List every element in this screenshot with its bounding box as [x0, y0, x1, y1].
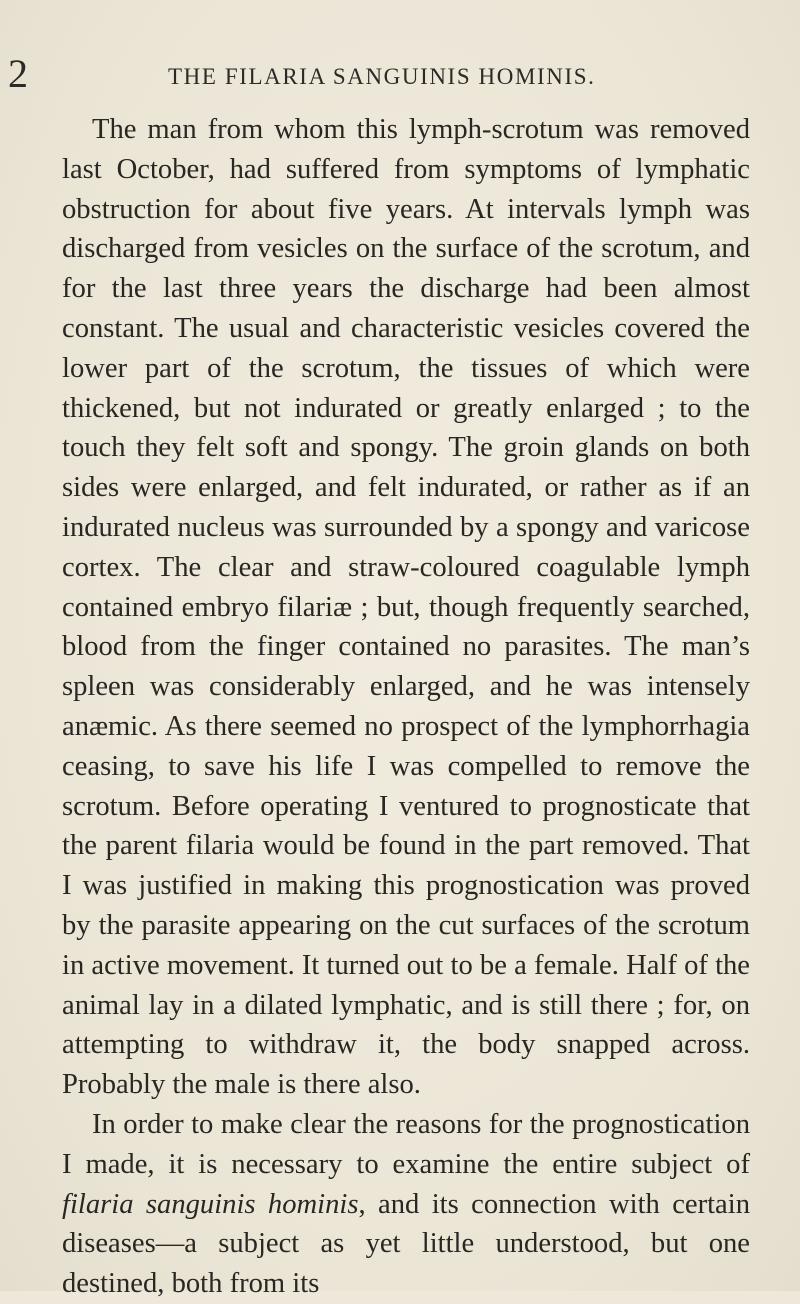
paragraph-2-end: , and its connection with certain diseases—a subject as yet little understood, but one destined, both from its: [62, 1188, 750, 1300]
running-title: THE FILARIA SANGUINIS HOMINIS.: [168, 64, 596, 89]
page-number: 2: [8, 51, 28, 96]
running-head: [0, 51, 800, 96]
paragraph-2-start: In order to make clear the reasons for the prognostication I made, it is necessary to examine the entire subject of: [62, 1108, 750, 1180]
body-text: [62, 110, 750, 1304]
paragraph-2: [62, 1105, 750, 1304]
paragraph-1: The man from whom this lymph-scrotum was removed last October, had suffered from symptoms of lymphatic obstruction for about five years. At intervals lymph was discharged from vesicles on the surface of the scrotum, and for the last three years the discharge had been almost constant. The usual and characteristic vesicles covered the lower part of the scrotum, the tissues of which were thickened, but not indurated or greatly enlarged ; to the touch they felt soft and spongy. The groin glands on both sides were enlarged, and felt indurated, or rather as if an indurated nucleus was surrounded by a spongy and varicose cortex. The clear and straw-coloured coagulable lymph contained embryo filariæ ; but, though frequently searched, blood from the finger contained no parasites. The man’s spleen was considerably enlarged, and he was intensely anæmic. As there seemed no prospect of the lymphorrhagia ceasing, to save his life I was compelled to remove the scrotum. Before operating I ventured to prognosticate that the parent filaria would be found in the part removed. That I was justified in making this prognostication was proved by the parasite appearing on the cut surfaces of the scrotum in active movement. It turned out to be a female. Half of the animal lay in a dilated lymphatic, and is still there ; for, on attempting to withdraw it, the body snapped across. Probably the male is there also.: [62, 114, 750, 1101]
latin-species-name: filaria sanguinis hominis: [62, 1188, 359, 1220]
